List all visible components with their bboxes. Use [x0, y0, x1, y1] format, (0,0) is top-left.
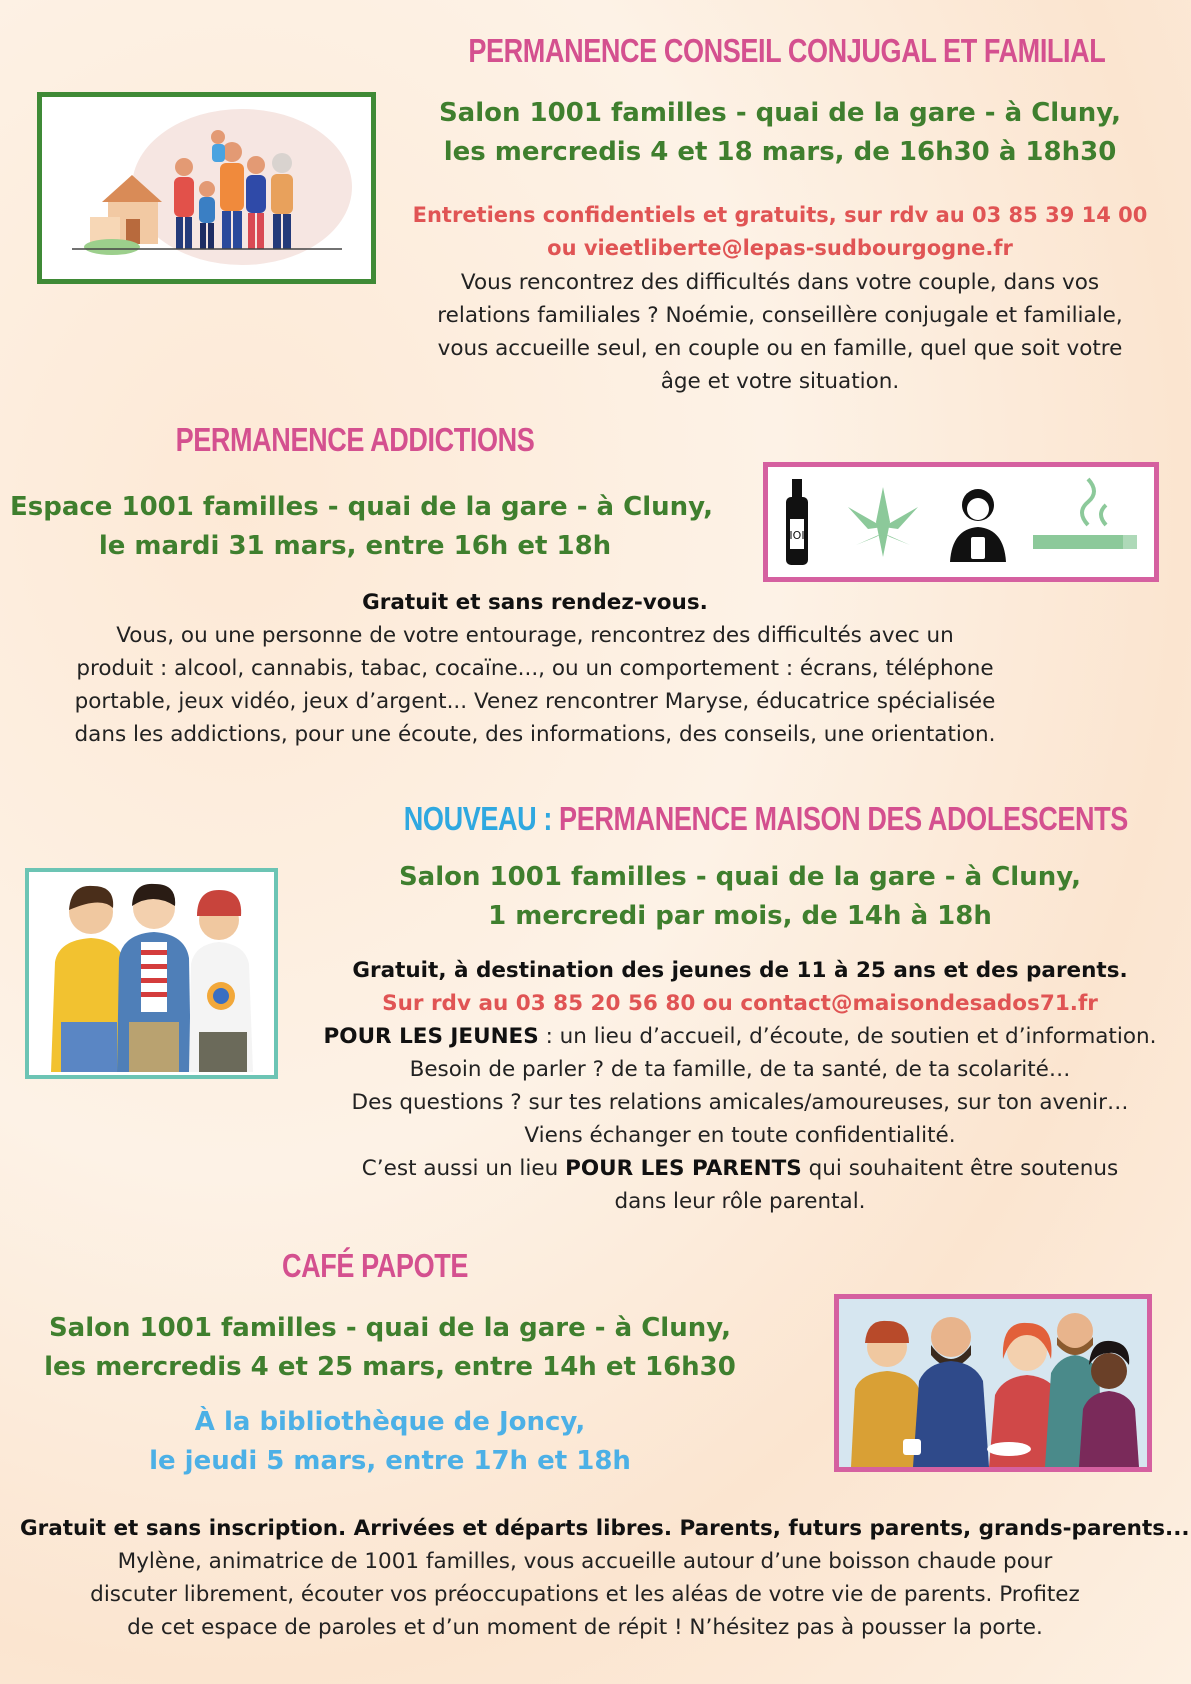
cafe-location: Salon 1001 familles - quai de la gare - à Cluny,	[48, 1313, 732, 1343]
cafe-image	[839, 1299, 1147, 1467]
section-title-conseil: PERMANENCE CONSEIL CONJUGAL ET FAMILIAL	[468, 32, 1106, 69]
cafe-free-note: Gratuit et sans inscription. Arrivées et départs libres. Parents, futurs parents, grands-parents...	[20, 1516, 1190, 1541]
adolescents-contact[interactable]: Sur rdv au 03 85 20 56 80 ou contact@maisondesados71.fr	[382, 991, 1098, 1016]
adolescents-location: Salon 1001 familles - quai de la gare - à Cluny,	[398, 862, 1082, 892]
cafe-illustration	[834, 1294, 1152, 1472]
section-title-cafe-papote: CAFÉ PAPOTE	[282, 1247, 468, 1284]
jeunes-label: POUR LES JEUNES	[323, 1024, 539, 1049]
cafe-dates: les mercredis 4 et 25 mars, entre 14h et 16h30	[44, 1352, 736, 1382]
adolescents-text-line: Besoin de parler ? de ta famille, de ta santé, de ta scolarité…	[409, 1057, 1071, 1082]
conseil-text-line: vous accueille seul, en couple ou en famille, quel que soit votre	[437, 336, 1123, 361]
conseil-dates: les mercredis 4 et 18 mars, de 16h30 à 18h30	[443, 137, 1117, 167]
addictions-text-line: Vous, ou une personne de votre entourage, rencontrez des difficultés avec un	[116, 623, 954, 648]
conseil-text-line: relations familiales ? Noémie, conseillère conjugale et familiale,	[437, 303, 1123, 328]
cafe-location-joncy: À la bibliothèque de Joncy,	[194, 1407, 586, 1437]
new-label: NOUVEAU :	[403, 800, 560, 837]
cafe-dates-joncy: le jeudi 5 mars, entre 17h et 18h	[149, 1446, 631, 1476]
conseil-text-line: Vous rencontrez des difficultés dans votre couple, dans vos	[460, 270, 1100, 295]
adolescents-jeunes-line	[300, 1020, 1180, 1053]
adolescents-parents-line	[300, 1152, 1180, 1185]
cafe-text-line: Mylène, animatrice de 1001 familles, vous accueille autour d’une boisson chaude pour	[117, 1549, 1053, 1574]
jeunes-text: : un lieu d’accueil, d’écoute, de soutien et d’information.	[538, 1024, 1157, 1049]
teens-image	[29, 872, 274, 1075]
conseil-location: Salon 1001 familles - quai de la gare - à Cluny,	[438, 98, 1122, 128]
adolescents-text-line: Des questions ? sur tes relations amicales/amoureuses, sur ton avenir…	[351, 1090, 1129, 1115]
teens-illustration	[25, 868, 278, 1079]
addictions-text-line: portable, jeux vidéo, jeux d’argent... Venez rencontrer Maryse, éducatrice spécialisée	[74, 689, 996, 714]
cafe-text-line: de cet espace de paroles et d’un moment de répit ! N’hésitez pas à pousser la porte.	[127, 1615, 1043, 1640]
adolescents-text-line: dans leur rôle parental.	[614, 1189, 866, 1214]
addictions-text-line: dans les addictions, pour une écoute, des informations, des conseils, une orientation.	[74, 722, 996, 747]
cigarette-icon	[1033, 479, 1137, 549]
section-title-addictions: PERMANENCE ADDICTIONS	[175, 421, 535, 458]
family-illustration	[37, 92, 376, 284]
adolescents-free-note: Gratuit, à destination des jeunes de 11 à 25 ans et des parents.	[352, 958, 1128, 983]
conseil-text-line: âge et votre situation.	[660, 369, 900, 394]
bottle-icon	[786, 479, 808, 565]
parents-pre: C’est aussi un lieu	[361, 1156, 566, 1181]
adolescents-text-line: Viens échanger en toute confidentialité.	[524, 1123, 956, 1148]
parents-post: qui souhaitent être soutenus	[801, 1156, 1119, 1181]
conseil-contact-phone: Entretiens confidentiels et gratuits, sur rdv au 03 85 39 14 00	[412, 203, 1148, 227]
phone-user-icon	[950, 489, 1006, 562]
parents-label: POUR LES PARENTS	[565, 1156, 802, 1181]
adolescents-dates: 1 mercredi par mois, de 14h à 18h	[488, 901, 992, 931]
adolescents-title-text: PERMANENCE MAISON DES ADOLESCENTS	[559, 800, 1128, 837]
addictions-free-note: Gratuit et sans rendez-vous.	[362, 590, 708, 615]
conseil-contact-email[interactable]: ou vieetliberte@lepas-sudbourgogne.fr	[547, 236, 1013, 260]
svg-text:IOI: IOI	[789, 529, 805, 542]
addictions-icons	[763, 462, 1159, 582]
family-image	[42, 97, 371, 279]
cannabis-leaf-icon	[848, 487, 918, 557]
addictions-text-line: produit : alcool, cannabis, tabac, cocaïne..., ou un comportement : écrans, téléphone	[76, 656, 994, 681]
addictions-location: Espace 1001 familles - quai de la gare - à Cluny,	[10, 492, 713, 522]
section-title-adolescents	[403, 800, 1128, 838]
addictions-dates: le mardi 31 mars, entre 16h et 18h	[98, 531, 612, 561]
cafe-text-line: discuter librement, écouter vos préoccupations et les aléas de votre vie de parents. Profitez	[90, 1582, 1080, 1607]
